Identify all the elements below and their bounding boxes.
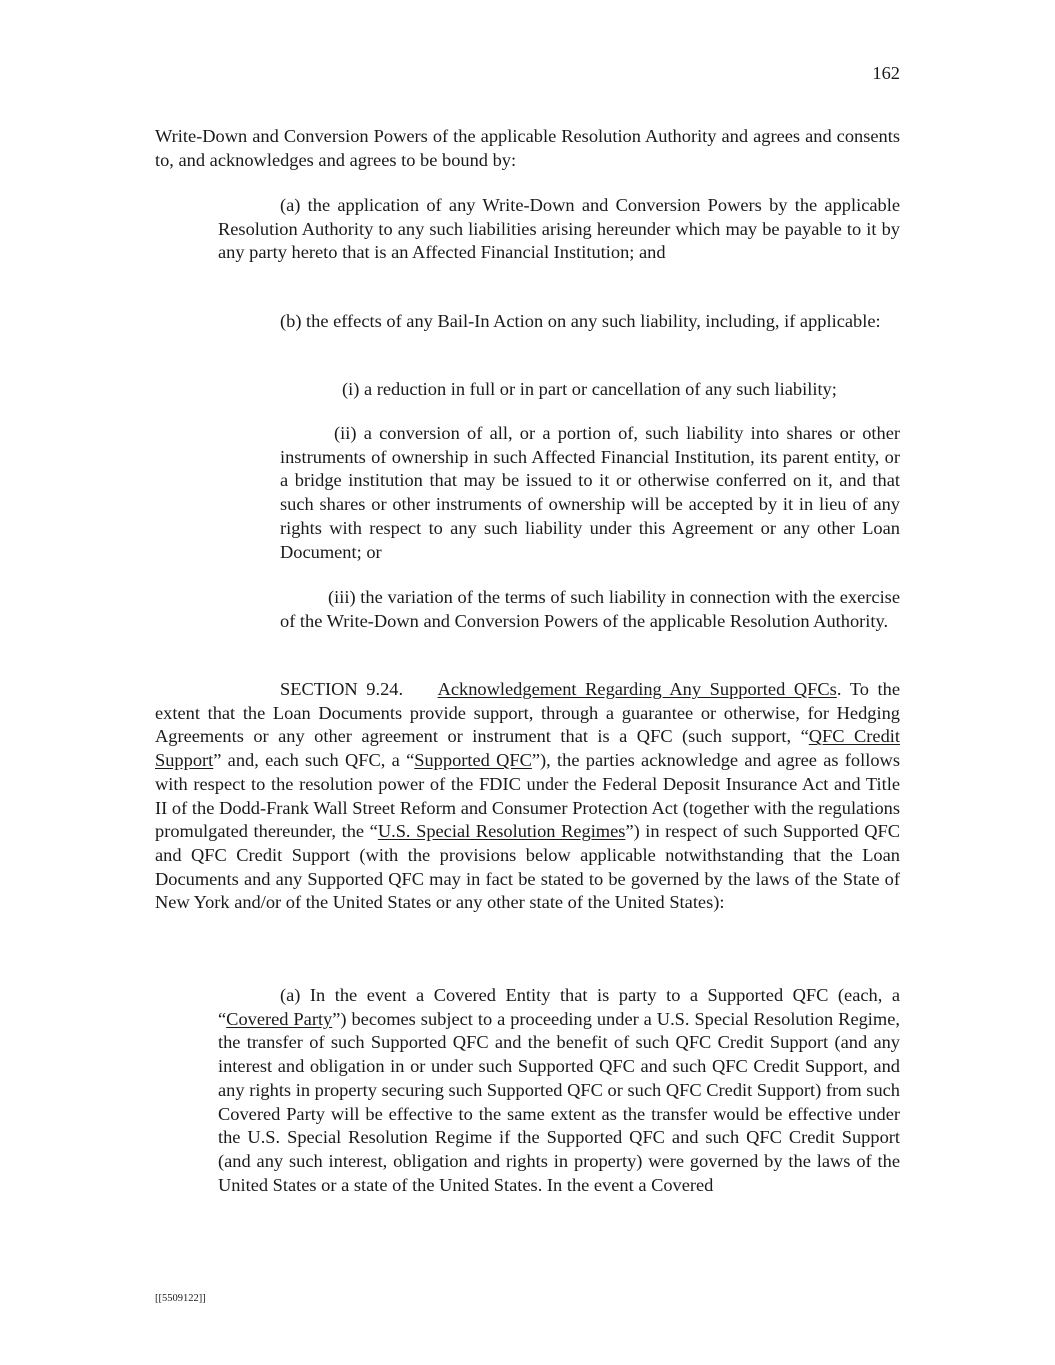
section-number: SECTION 9.24.: [280, 679, 404, 699]
document-id-footer: [[5509122]]: [155, 1293, 206, 1304]
defined-term-qfc-credit-support: QFC Credit Support: [155, 726, 900, 771]
defined-term-us-special-resolution-regimes: U.S. Special Resolution Regimes: [377, 821, 626, 842]
subclause-ii-conversion: (ii) a conversion of all, or a portion of, such liability into shares or other instruments of ownership in such Affected Financial Institution, its parent entity, or a bridge institution that may be issued to it or otherwise conferred on it, and that such shares or other instruments of ownership will be accepted by it in lieu of any rights with respect to any such liability under this Agreement or any other Loan Document; or: [280, 423, 900, 562]
clause-a-covered-party: (a) In the event a Covered Entity that is party to a Supported QFC (each, a “Covered Party”) becomes subject to a proceeding under a U.S. Special Resolution Regime, the transfer of such Supported QFC and the benefit of such QFC Credit Support (and any interest and obligation in or under such Supported QFC and such QFC Credit Support, and any rights in property securing such Supported QFC or such QFC Credit Support) from such Covered Party will be effective to the same extent as the transfer would be effective under the U.S. Special Resolution Regime if the Supported QFC and such QFC Credit Support (and any such interest, obligation and rights in property) were governed by the laws of the United States or a state of the United States. In the event a Covered: [218, 985, 900, 1195]
clause-b-effects: (b) the effects of any Bail-In Action on any such liability, including, if applicable:: [280, 311, 881, 331]
defined-term-supported-qfc: Supported QFC: [414, 750, 532, 771]
clause-a-application: (a) the application of any Write-Down and Conversion Powers by the applicable Resolution Authority to any such liabilities arising hereunder which may be payable to it by any party hereto that is an Affected Financial Institution; and: [218, 195, 900, 263]
defined-term-covered-party: Covered Party: [226, 1008, 333, 1029]
section-9-24: SECTION 9.24. Acknowledgement Regarding Any Supported QFCs. To the extent that the Loan Documents provide support, through a guarantee or otherwise, for Hedging Agreements or any other agreement or instrument that is a QFC (such support, “QFC Credit Support” and, each such QFC, a “Supported QFC”), the parties acknowledge and agree as follows with respect to the resolution power of the FDIC under the Federal Deposit Insurance Act and Title II of the Dodd-Frank Wall Street Reform and Consumer Protection Act (together with the regulations promulgated thereunder, the “U.S. Special Resolution Regimes”) in respect of such Supported QFC and QFC Credit Support (with the provisions below applicable notwithstanding that the Loan Documents and any Supported QFC may in fact be stated to be governed by the laws of the State of New York and/or of the United States or any other state of the United States):: [155, 679, 900, 913]
subclause-i-reduction: (i) a reduction in full or in part or cancellation of any such liability;: [342, 379, 837, 399]
page-number: 162: [872, 63, 900, 83]
subclause-iii-variation: (iii) the variation of the terms of such liability in connection with the exercise of the Write-Down and Conversion Powers of the applicable Resolution Authority.: [280, 587, 900, 631]
section-title: Acknowledgement Regarding Any Supported QFCs: [437, 679, 837, 699]
paragraph-consent: Write-Down and Conversion Powers of the applicable Resolution Authority and agrees and consents to, and acknowledges and agrees to be bound by:: [155, 126, 900, 170]
